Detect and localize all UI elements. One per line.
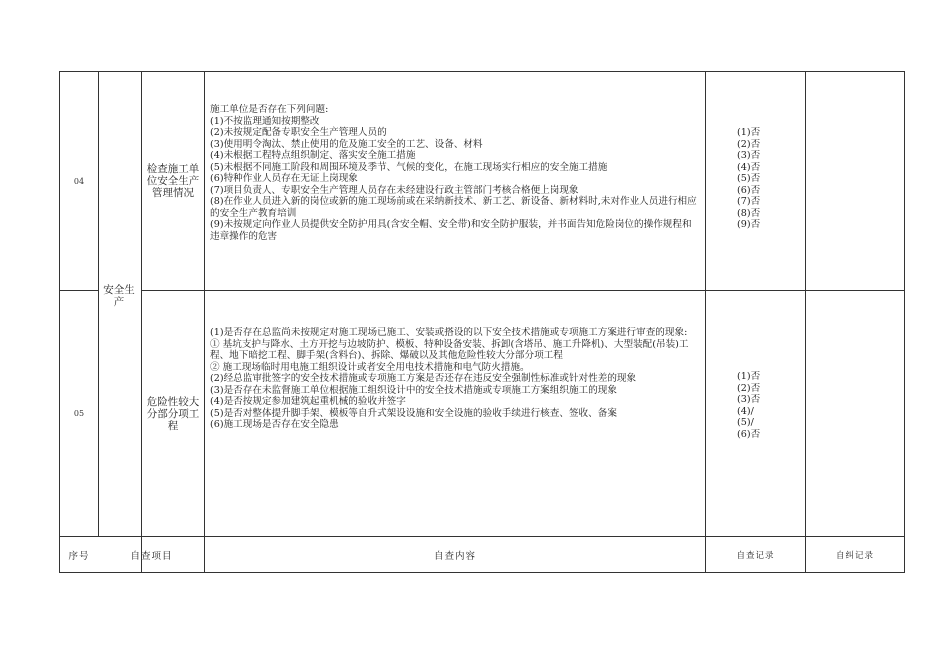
table-border-bottom (59, 572, 905, 573)
record-line: (6)否 (737, 184, 761, 196)
content-line: (8)在作业人员进入新的岗位或新的施工现场前或在采纳新技术、新工艺、新设备、新材料时,未对作业人员进行相应的安全生产教育培训 (210, 196, 697, 219)
record-line: (3)否 (737, 394, 761, 405)
record-line: (7)否 (737, 196, 761, 207)
content-line: 施工单位是否存在下列问题: (210, 104, 329, 115)
content-line: (3)使用明令淘汰、禁止使用的危及施工安全的工艺、设备、材料 (210, 138, 483, 150)
record-line: (3)否 (737, 150, 761, 161)
content-line: (6)特种作业人员存在无证上岗现象 (210, 173, 358, 184)
col-line-3 (204, 71, 205, 573)
content-line: (7)项目负责人、专职安全生产管理人员存在未经建设行政主管部门考核合格便上岗现象 (210, 184, 579, 196)
row-number: 04 (73, 176, 85, 186)
header-content: 自查内容 (433, 550, 476, 562)
content-line: (1)是否存在总监尚未按规定对施工现场已施工、安装或搭设的以下安全技术措施或专项施工方案进行审查的现象: (210, 327, 688, 338)
content-line: (4)未根据工程特点组织制定、落实安全施工措施 (210, 150, 416, 161)
content-line: (6)施工现场是否存在安全隐患 (210, 419, 339, 430)
inspection-content (210, 104, 700, 290)
content-line: (5)是否对整体提升脚手架、模板等自升式架设设施和安全设施的验收手续进行核查、签收、备案 (210, 407, 617, 419)
col-line-5 (805, 71, 806, 573)
header-number: 序号 (68, 550, 90, 562)
content-line: ① 基坑支护与降水、土方开挖与边坡防护、模板、特种设备安装、拆卸(含塔吊、施工升降机)、大型装配(吊装)工程、地下暗挖工程、脚手架(含料台)、拆除、爆破以及其他危险性较大分部分项工程 (210, 338, 689, 361)
inspection-record (737, 371, 803, 531)
content-line: (2)经总监审批签字的安全技术措施或专项施工方案是否还存在违反安全强制性标准或针对性差的现象 (210, 373, 637, 384)
header-correction: 自纠记录 (835, 550, 874, 561)
content-line: (4)是否按规定参加建筑起重机械的验收并签字 (210, 396, 406, 407)
record-line: (6)否 (737, 428, 761, 440)
inspection-item: 危险性较大分部分项工程 (146, 395, 200, 432)
col-line-1 (98, 71, 99, 537)
col-line-4 (705, 71, 706, 573)
content-line: (9)未按规定向作业人员提供安全防护用具(含安全帽、安全带)和安全防护服装，并书面告知危险岗位的操作规程和违章操作的危害 (210, 219, 692, 242)
col-line-6 (904, 71, 905, 573)
row-number: 05 (73, 409, 85, 418)
self-inspection-table (59, 71, 905, 573)
inspection-record (737, 127, 803, 287)
inspection-content (210, 327, 700, 532)
category-label: 安全生产 (103, 284, 135, 308)
record-line: (8)否 (737, 207, 761, 219)
inspection-item: 检查施工单位安全生产管理情况 (146, 163, 200, 199)
col-line-2 (141, 71, 142, 573)
record-line: (4)否 (737, 161, 761, 173)
record-line: (2)否 (737, 382, 761, 394)
record-line: (9)否 (737, 219, 761, 230)
record-line: (4)/ (737, 405, 754, 417)
content-line: (2)未按规定配备专职安全生产管理人员的 (210, 127, 387, 138)
record-line: (2)否 (737, 138, 761, 150)
content-line: (5)未根据不同施工阶段和周围环境及季节、气候的变化，在施工现场实行相应的安全施工措施 (210, 161, 608, 173)
row-divider-right (141, 290, 905, 291)
content-line: (1)不按监理通知按期整改 (210, 115, 320, 127)
record-line: (1)否 (737, 127, 761, 138)
record-line: (5)否 (737, 173, 761, 184)
content-line: (3)是否存在未监督施工单位根据施工组织设计中的安全技术措施或专项施工方案组织施工的现象 (210, 384, 617, 396)
record-line: (5)/ (737, 417, 754, 428)
record-line: (1)否 (737, 371, 761, 382)
header-item: 自查项目 (130, 550, 173, 562)
content-line: ② 施工现场临时用电施工组织设计或者安全用电技术措施和电气防火措施。 (210, 361, 530, 373)
header-record: 自查记录 (736, 550, 775, 561)
